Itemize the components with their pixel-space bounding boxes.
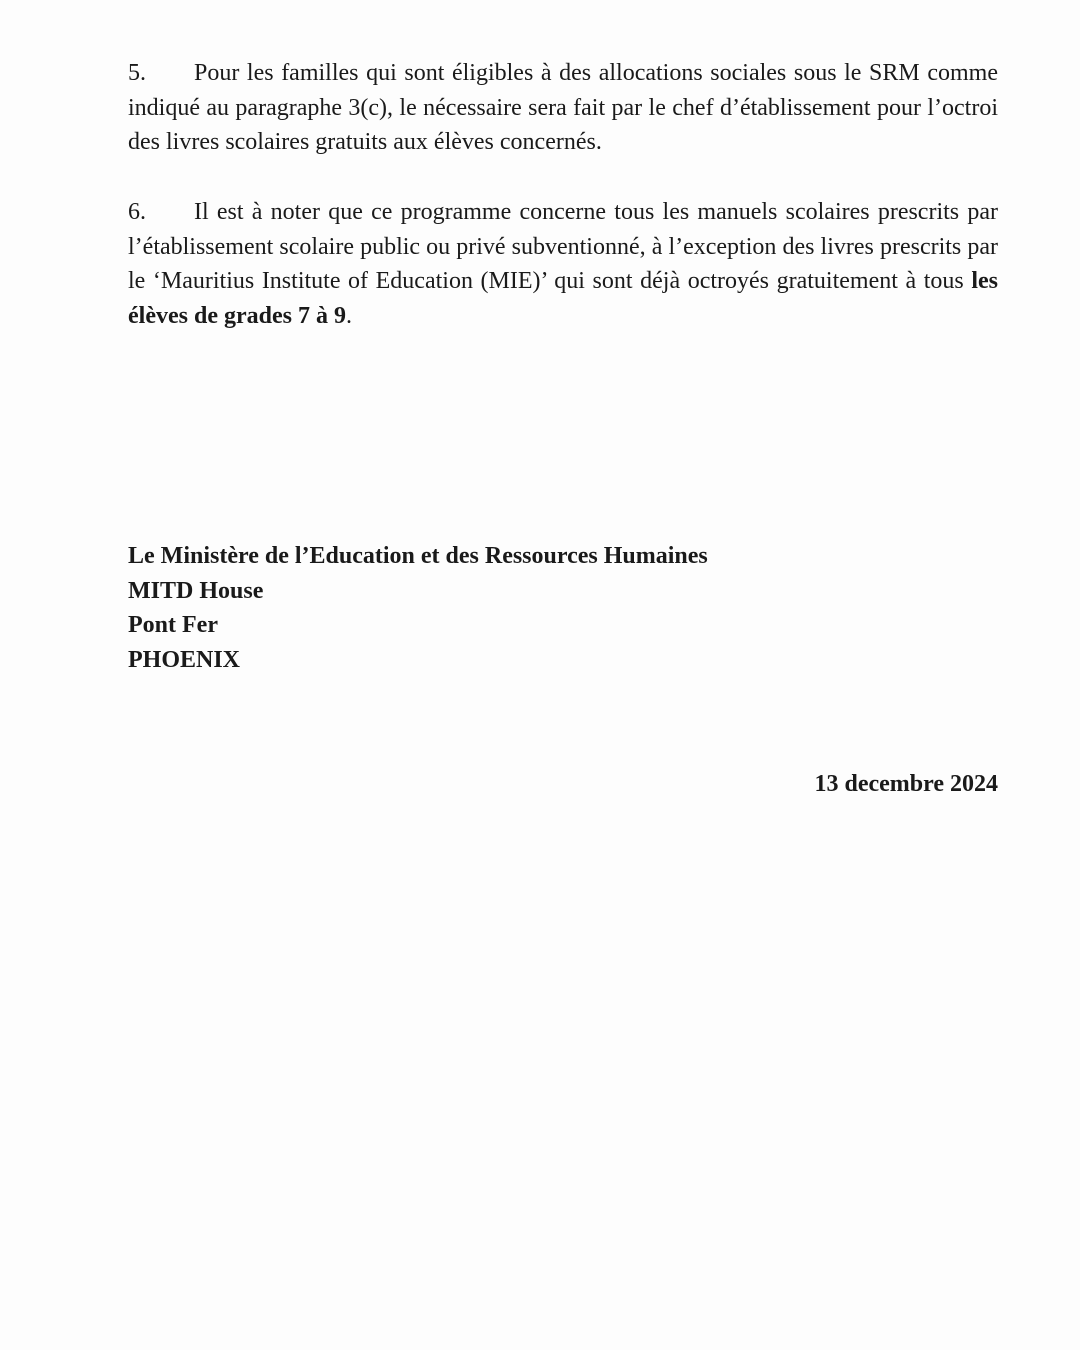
paragraph-5 — [128, 56, 998, 160]
address-line-building: MITD House — [128, 577, 264, 604]
paragraph-number: 5. — [128, 60, 146, 86]
paragraph-bold-text: les élèves de grades 7 à 9 — [128, 268, 998, 329]
document-date: 13 decembre 2024 — [814, 771, 998, 797]
paragraph-6 — [128, 195, 998, 333]
paragraph-end-text: . — [345, 302, 352, 329]
paragraph-number: 6. — [128, 199, 146, 225]
address-line-ministry: Le Ministère de l’Education et des Ressources Humaines — [128, 543, 708, 569]
paragraph-text: Pour les familles qui sont éligibles à des allocations sociales sous le SRM comme indiqué au paragraphe 3(c), le nécessaire sera fait par le chef d’établissement pour l’octroi des livres scolaires gratuits aux élèves concernés. — [128, 60, 998, 155]
address-line-city: PHOENIX — [128, 646, 241, 673]
sender-address — [128, 539, 708, 677]
address-line-street: Pont Fer — [128, 612, 218, 638]
paragraph-text: Il est à noter que ce programme concerne tous les manuels scolaires prescrits par l’établissement scolaire public ou privé subventionné, à l’exception des livres prescrits par le ‘Mauritius Institute of Education (MIE)’ qui sont déjà octroyés gratuitement à tous — [128, 199, 998, 294]
